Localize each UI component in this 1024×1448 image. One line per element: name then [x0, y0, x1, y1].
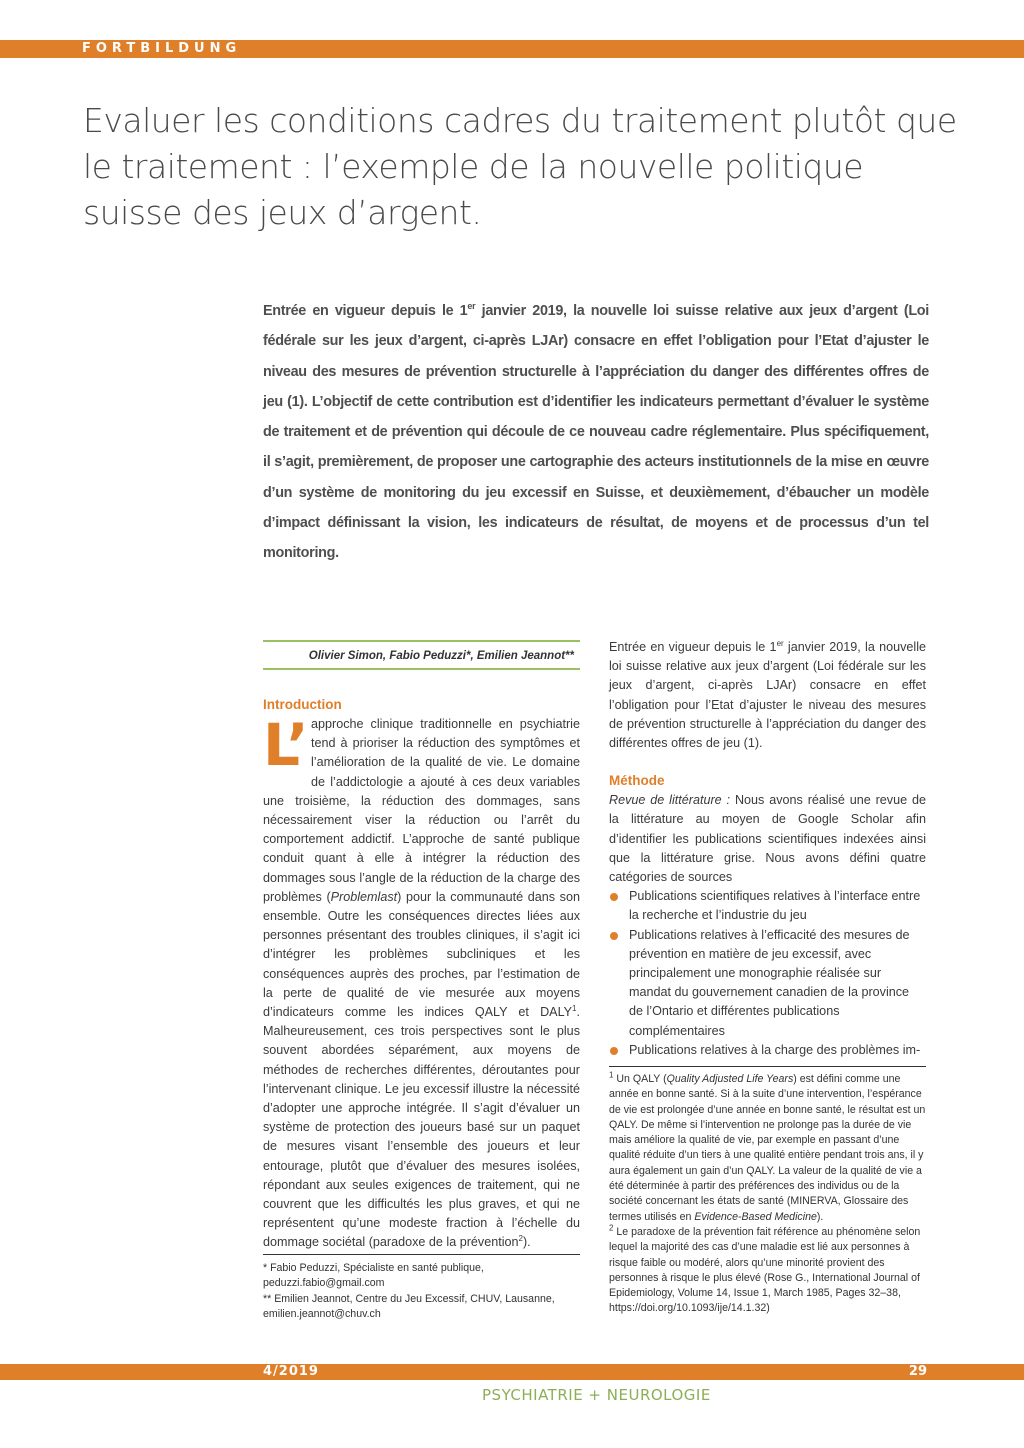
authors-line: Olivier Simon, Fabio Peduzzi*, Emilien Jeannot**: [263, 640, 580, 670]
footnote-email-2[interactable]: emilien.jeannot@chuv.ch: [263, 1307, 381, 1320]
footnote-2: [609, 1225, 926, 1317]
methode-em: Revue de littérature :: [609, 793, 731, 808]
lead-text-a: Entrée en vigueur depuis le 1: [263, 303, 468, 319]
left-column: [263, 695, 580, 1253]
footnote-1-c: ).: [816, 1210, 824, 1223]
journal-name: PSYCHIATRIE + NEUROLOGIE: [482, 1386, 711, 1404]
footnote-1: [609, 1072, 926, 1225]
footnote-2-text[interactable]: Le paradoxe de la prévention fait référence au phénomène selon lequel la majorité des cas d’une maladie est lié aux personnes à risque faible ou modéré, alors qu’une minorité provient des personnes à risque le plus élevé (Rose G., International Journal of Epidemiology, Volume 14, Issue 1, March 1985, Pages 32–38, https://doi.org/10.1093/ije/14.1.32): [609, 1225, 921, 1315]
footnote-1-number: 1: [609, 1070, 614, 1080]
footnote-author-2: ** Emilien Jeannot, Centre du Jeu Excessif, CHUV, Lausanne,: [263, 1292, 555, 1305]
footnote-1-a: Un QALY (: [613, 1073, 667, 1085]
right-column: [609, 638, 926, 1060]
issue-number: 4/2019: [263, 1364, 319, 1379]
list-item: Publications relatives à la charge des problèmes im-: [609, 1041, 926, 1060]
list-item: Publications relatives à l’efficacité des mesures de prévention en matière de jeu excessif, avec principalement une monographie réalisée sur mandat du gouvernement canadien de la province de l’Ontario et différentes publications complémentaires: [609, 926, 926, 1041]
methode-paragraph: [609, 791, 926, 887]
intro-text-3: . Malheureusement, ces trois perspectives sont le plus souvent abordées séparément, aux moyens de méthodes de recherches différentes, déroutantes pour l’intervenant clinique. Le jeu excessif illustre la nécessité d’adopter une approche intégrée. Il s’agit d’évaluer un système de protection des joueurs basé sur un paquet de mesures visant l’ensemble des joueurs et leur entourage, plutôt que d’évaluer des mesures isolées, répondant aux seules exigences de traitement, qui ne couvrent que les difficultés les plus graves, et qui ne représentent qu’une modeste fraction à l’échelle du dommage sociétal (paradoxe de la prévention: [263, 1005, 580, 1250]
page-number: 29: [908, 1364, 927, 1379]
intro-text-4: ).: [522, 1235, 531, 1250]
right-intro-b: janvier 2019, la nouvelle loi suisse relative aux jeux d’argent (Loi fédérale sur les jeux d’argent, ci-après LJAr) consacre en effet l’obligation pour l’Etat d’ajuster le niveau des mesures de prévention structurelle à l’appréciation du danger des différentes offres de jeu (1).: [609, 640, 926, 751]
list-item: Publications scientifiques relatives à l’interface entre la recherche et l’industrie du jeu: [609, 887, 926, 925]
footnote-ref-2[interactable]: 2: [518, 1234, 523, 1244]
sources-list: [609, 887, 926, 1060]
footnote-2-number: 2: [609, 1223, 614, 1233]
footnote-ref-1[interactable]: 1: [572, 1003, 577, 1013]
article-lead: [263, 296, 929, 569]
intro-text-2: ) pour la communauté dans son ensemble. Outre les conséquences directes liées aux personnes présentant des troubles cliniques, il s’agit ici d’intégrer les problèmes subcliniques et les conséquences auprès des proches, par l’estimation de la perte de qualité de vie mesurée aux moyens d’indicateurs comme les indices QALY et DALY: [263, 889, 580, 1020]
section-header-bar: [0, 40, 1024, 58]
methode-text: Nous avons réalisé une revue de la littérature au moyen de Google Scholar afin d’identifier les publications scientifiques indexées ainsi que la littérature grise. Nous avons défini quatre catégories de sources: [609, 793, 926, 885]
section-label: FORTBILDUNG: [82, 41, 242, 56]
introduction-heading: Introduction: [263, 697, 342, 712]
footnote-author-1: * Fabio Peduzzi, Spécialiste en santé publique,: [263, 1262, 484, 1274]
footnote-1-b: ) est défini comme une année en bonne santé. Si à la suite d’une intervention, l’espérance de vie est prolongée d’une année en bonne santé, le résultat est un QALY. De même si l’intervention ne prolonge pas la durée de vie mais améliore la qualité de vie, par exemple en passant d’une qualité réduite d’un tiers à une qualité entière pendant trois ans, il y aura également un gain d’un QALY. La valeur de la qualité de vie a été déterminée à partir des préférences des individus ou de la société concernant les états de santé (MINERVA, Glossaire des termes utilisés en: [609, 1073, 926, 1223]
footnote-email-1[interactable]: peduzzi.fabio@gmail.com: [263, 1277, 385, 1290]
right-intro-a: Entrée en vigueur depuis le 1: [609, 640, 777, 654]
article-title: Evaluer les conditions cadres du traitement plutôt que le traitement : l’exemple de la nouvelle politique suisse des jeux d’argent.: [83, 101, 957, 232]
footer-bar: [0, 1364, 1024, 1380]
lead-sup: er: [467, 301, 476, 312]
author-footnotes: [263, 1254, 580, 1322]
right-intro-paragraph: [609, 638, 926, 753]
drop-cap: L’: [263, 711, 309, 779]
intro-text-1: approche clinique traditionnelle en psychiatrie tend à prioriser la réduction des symptômes et l’amélioration de la qualité de vie. Le domaine de l’addictologie a ajouté à ces deux variables une troisième, la réduction des dommages, sans nécessairement viser la réduction ou l’arrêt du comportement addictif. L’approche de santé publique conduit quant à elle à intégrer la réduction des dommages sous l’angle de la réduction de la charge des problèmes (: [263, 717, 580, 904]
lead-text-b: janvier 2019, la nouvelle loi suisse relative aux jeux d’argent (Loi fédérale sur les jeux d’argent, ci-après LJAr) consacre en effet l’obligation pour l’Etat d’ajuster le niveau des mesures de prévention structurelle à l’appréciation du danger des différentes offres de jeu (1). L’objectif de cette contribution est d’identifier les indicateurs permettant d’évaluer le système de traitement et de prévention qui découle de ce nouveau cadre réglementaire. Plus spécifiquement, il s’agit, premièrement, de proposer une cartographie des acteurs institutionnels de la mise en œuvre d’un système de monitoring du jeu excessif en Suisse, et deuxièmement, d’ébaucher un modèle d’impact définissant la vision, les indicateurs de résultat, de moyens et de processus d’un tel monitoring.: [263, 303, 929, 562]
right-intro-sup: er: [776, 638, 784, 648]
footnote-1-em: Quality Adjusted Life Years: [666, 1073, 794, 1085]
intro-em: Problemlast: [330, 889, 398, 904]
introduction-paragraph: [263, 711, 580, 1253]
methode-heading: Méthode: [609, 773, 665, 789]
footnotes: [609, 1066, 926, 1317]
footnote-1-em2: Evidence-Based Medicine: [694, 1210, 817, 1223]
